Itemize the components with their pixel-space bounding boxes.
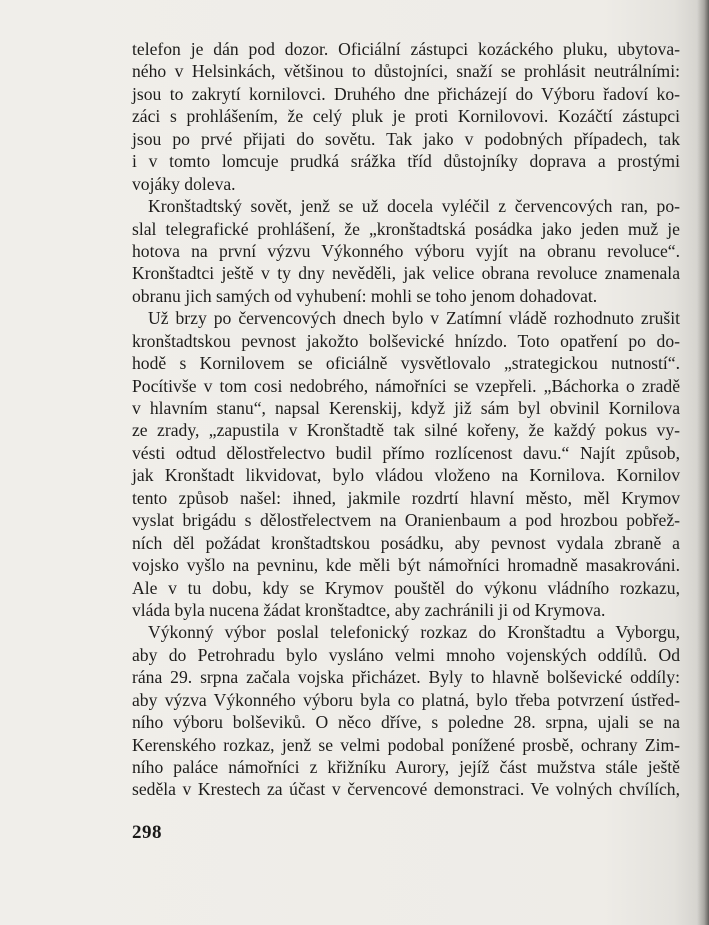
text-line: jak Kronštadt likvidovat, bylo vládou vloženo na Kornilova. Kornilov	[132, 465, 680, 486]
text-line: záci s prohlášením, že celý pluk je proti Kornilovovi. Kozáčtí zástupci	[132, 106, 680, 127]
text-line: aby výzva Výkonného výboru byla co platná, bylo třeba potvrzení ústřed-	[132, 689, 680, 710]
text-line: tento způsob našel: ihned, jakmile rozdrtí hlavní město, měl Krymov	[132, 487, 680, 508]
text-line: jsou po prvé přijati do sovětu. Tak jako v podobných případech, tak	[132, 128, 680, 149]
text-line: aby do Petrohradu bylo vysláno velmi mnoho vojenských oddílů. Od	[132, 644, 680, 665]
text-line: kronštadtskou pevnost jakožto bolševické hnízdo. Toto opatření po do-	[132, 330, 680, 351]
paragraph-3	[132, 307, 680, 621]
text-line: vyslat brigádu s dělostřelectvem na Oranienbaum a pod hrozbou pobřež-	[132, 510, 680, 531]
text-line: obranu jich samých od vyhubení: mohli se toho jenom dohadovat.	[132, 285, 598, 306]
text-line: ních děl požádat kronštadtskou posádku, aby pevnost vydala zbraně a	[132, 532, 680, 553]
text-line: ze zrady, „zapustila v Kronštadtě tak silné kořeny, že každý pokus vy-	[132, 420, 680, 441]
text-line: slal telegrafické prohlášení, že „kronštadtská posádka jako jeden muž je	[132, 218, 680, 239]
paragraph-1	[132, 38, 680, 195]
text-line: telefon je dán pod dozor. Oficiální zástupci kozáckého pluku, ubytova-	[132, 39, 680, 59]
text-line: vojsko vyšlo na pevninu, kde měli být námořníci hromadně masakrováni.	[132, 555, 680, 576]
text-line: ného v Helsinkách, většinou to důstojníci, snaží se prohlásit neutrálními:	[132, 61, 680, 82]
body-text	[132, 38, 680, 801]
text-line: Pocítivše v tom cosi nedobrého, námořníci se vzepřeli. „Báchorka o zradě	[132, 375, 680, 396]
text-line: ního výboru bolševiků. O něco dříve, s poledne 28. srpna, ujali se na	[132, 712, 680, 733]
text-line: seděla v Krestech za účast v červencové demonstraci. Ve volných chvílích,	[132, 779, 680, 800]
text-line: vojáky doleva.	[132, 173, 236, 194]
text-line: i v tomto lomcuje prudká srážka tříd důstojníky doprava a prostými	[132, 151, 680, 172]
page-number: 298	[132, 822, 162, 843]
text-line: hotova na první výzvu Výkonného výboru vyjít na obranu revoluce“.	[132, 240, 680, 261]
text-line: Kronštadtský sovět, jenž se už docela vyléčil z červencových ran, po-	[148, 196, 680, 217]
text-line: rána 29. srpna začala vojska přicházet. Byly to hlavně bolševické oddíly:	[132, 667, 680, 688]
paragraph-2	[132, 195, 680, 307]
text-line: vésti odtud dělostřelectvo budil přímo rozlícenost davu.“ Najít způsob,	[132, 442, 680, 463]
page-edge-shadow	[697, 0, 709, 925]
text-line: Už brzy po červencových dnech bylo v Zatímní vládě rozhodnuto zrušit	[148, 308, 680, 329]
text-line: ního paláce námořníci z křižníku Aurory, jejíž část mužstva stále ještě	[132, 757, 680, 777]
text-line: Kronštadtci ještě v ty dny nevěděli, jak velice obrana revoluce znamenala	[132, 263, 680, 284]
text-line: Ale v tu dobu, kdy se Krymov pouštěl do výkonu vládního rozkazu,	[132, 577, 680, 598]
text-line: vláda byla nucena žádat kronštadtce, aby zachránili ji od Krymova.	[132, 599, 606, 620]
text-line: v hlavním stanu“, napsal Kerenskij, když již sám byl obvinil Kornilova	[132, 398, 680, 418]
text-line: hodě s Kornilovem se oficiálně vysvětlovalo „strategickou nutností“.	[132, 353, 680, 374]
text-line: Kerenského rozkaz, jenž se velmi podobal ponížené prosbě, ochrany Zim-	[132, 734, 680, 755]
text-line: Výkonný výbor poslal telefonický rozkaz do Kronštadtu a Vyborgu,	[148, 622, 680, 643]
text-line: jsou to zakrytí kornilovci. Druhého dne přicházejí do Výboru řadoví ko-	[132, 83, 680, 104]
paragraph-4	[132, 621, 680, 801]
